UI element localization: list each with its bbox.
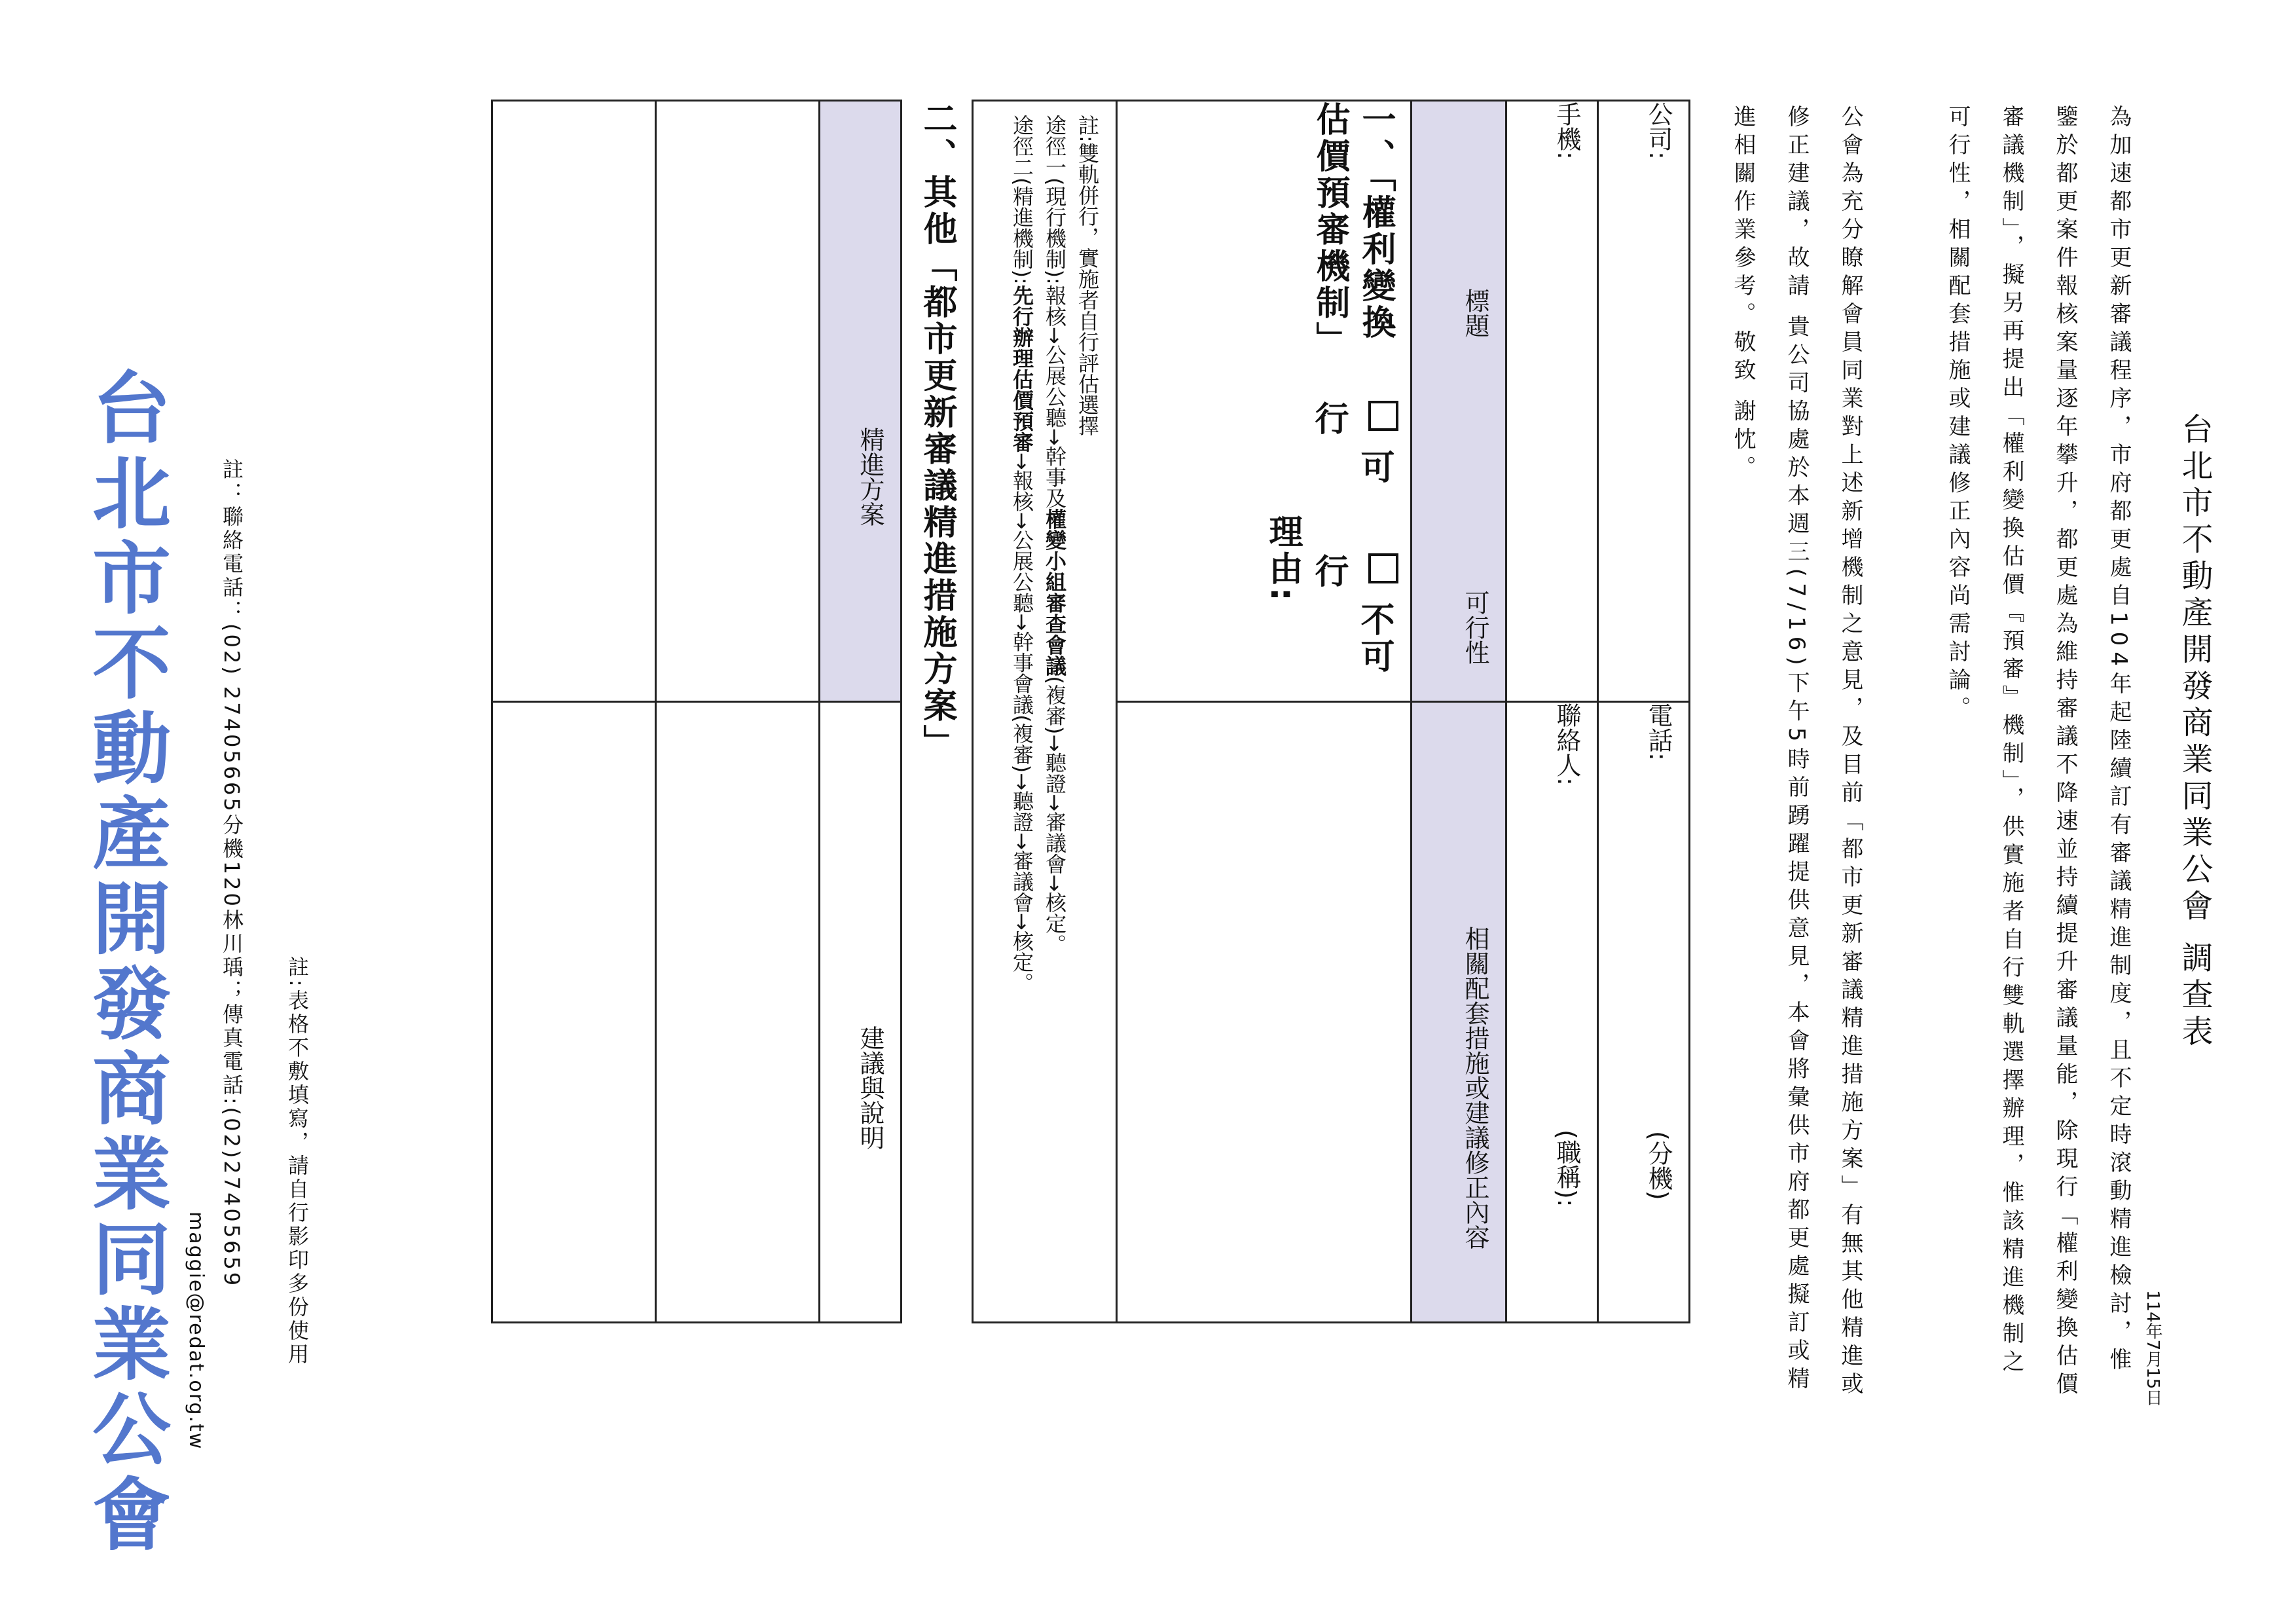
reason-label: 理由: bbox=[1263, 513, 1302, 604]
mobile-field[interactable] bbox=[1506, 101, 1598, 702]
option-not-feasible[interactable] bbox=[1305, 553, 1398, 701]
header-feasibility: 可行性 bbox=[1461, 590, 1489, 665]
path-one-note: 途徑一(現行機制):報核→公展公聽→幹事及權變小組審查會議(複審)→聽證→審議會→核定。 bbox=[1042, 115, 1067, 955]
plan-entry-1[interactable] bbox=[656, 101, 820, 702]
contact-person-label: 聯絡人: bbox=[1552, 703, 1581, 786]
association-stamp: 台北市不動產開發商業同業公會 bbox=[79, 367, 172, 1559]
header-related-measures: 相關配套措施或建議修正內容 bbox=[1461, 925, 1489, 1249]
page-title: 台北市不動產開發商業同業公會 調查表 bbox=[2176, 413, 2213, 1052]
header-related-cell bbox=[1412, 702, 1506, 1323]
item1-feasibility-cell bbox=[1117, 101, 1412, 702]
option-not-feasible-label: 不可行 bbox=[1309, 553, 1394, 675]
option-feasible-label: 可行 bbox=[1309, 400, 1394, 487]
header-suggestion-cell bbox=[820, 702, 902, 1323]
company-label: 公司: bbox=[1644, 101, 1673, 160]
item1-title: 一、「權利變換估價預審機制」 bbox=[1310, 101, 1395, 358]
dual-track-note-cell bbox=[973, 101, 1117, 1323]
contact-footnote: 註：聯絡電話：(02) 27405665分機120林川瑀；傳真電話:(02)27405659 bbox=[219, 458, 244, 1289]
intro-paragraph-2: 公會為充分瞭解會員同業對上述新增機制之意見，及目前「都市更新審議精進措施方案」有無其他精進或修正建議，故請 貴公司協處於本週三(7/16)下午5時前踴躍提供意見，本會將彙供市府都更處擬訂或精進相關作業參考。敬致 謝忱。 bbox=[1730, 105, 1863, 1400]
item2-title-cell bbox=[902, 101, 973, 1323]
header-feasibility-cell bbox=[1412, 101, 1506, 702]
plan-entry-2[interactable] bbox=[492, 101, 656, 702]
document-date: 114年7月15日 bbox=[2143, 1290, 2162, 1407]
extension-label: (分機) bbox=[1644, 1130, 1673, 1200]
item2-title: 二、其他「都市更新審議精進措施方案」 bbox=[917, 100, 957, 761]
header-suggestion: 建議與說明 bbox=[856, 1025, 884, 1150]
header-plan-cell bbox=[820, 101, 902, 702]
table-footnote: 註:表格不敷填寫，請自行影印多份使用 bbox=[285, 956, 310, 1367]
phone-label: 電話: bbox=[1644, 703, 1673, 761]
header-title: 標題 bbox=[1461, 287, 1489, 338]
phone-field[interactable] bbox=[1598, 702, 1690, 1323]
dual-track-note: 註:雙軌併行，實施者自行評估選擇 bbox=[1075, 115, 1100, 436]
position-label: (職稱): bbox=[1552, 1129, 1581, 1208]
survey-table bbox=[491, 100, 1690, 1323]
item1-related-cell[interactable] bbox=[1117, 702, 1412, 1323]
checkbox-not-feasible[interactable] bbox=[1368, 553, 1398, 583]
email-link[interactable]: maggie@redat.org.tw bbox=[185, 1211, 208, 1450]
contact-person-field[interactable] bbox=[1506, 702, 1598, 1323]
header-plan: 精進方案 bbox=[856, 426, 884, 526]
intro-paragraph-1: 為加速都市更新審議程序，市府都更處自104年起陸續訂有審議精進制度，且不定時滾動精進檢討，惟鑒於都更案件報核案量逐年攀升，都更處為維持審議不降速並持續提升審議量能，除現行「權利變換估價審議機制」，擬另再提出「權利變換估價『預審』機制」，供實施者自行雙軌選擇辦理，惟該精進機制之可行性，相關配套措施或建議修正內容尚需討論。 bbox=[1944, 105, 2132, 1400]
company-field[interactable] bbox=[1598, 101, 1690, 702]
checkbox-feasible[interactable] bbox=[1368, 401, 1398, 431]
option-feasible[interactable] bbox=[1305, 401, 1398, 514]
suggestion-entry-2[interactable] bbox=[492, 702, 656, 1323]
suggestion-entry-1[interactable] bbox=[656, 702, 820, 1323]
mobile-label: 手機: bbox=[1552, 101, 1581, 160]
path-two-note: 途徑二(精進機制):先行辦理估價預審→報核→公展公聽→幹事會議(複審)→聽證→審議會→核定。 bbox=[1010, 115, 1034, 993]
